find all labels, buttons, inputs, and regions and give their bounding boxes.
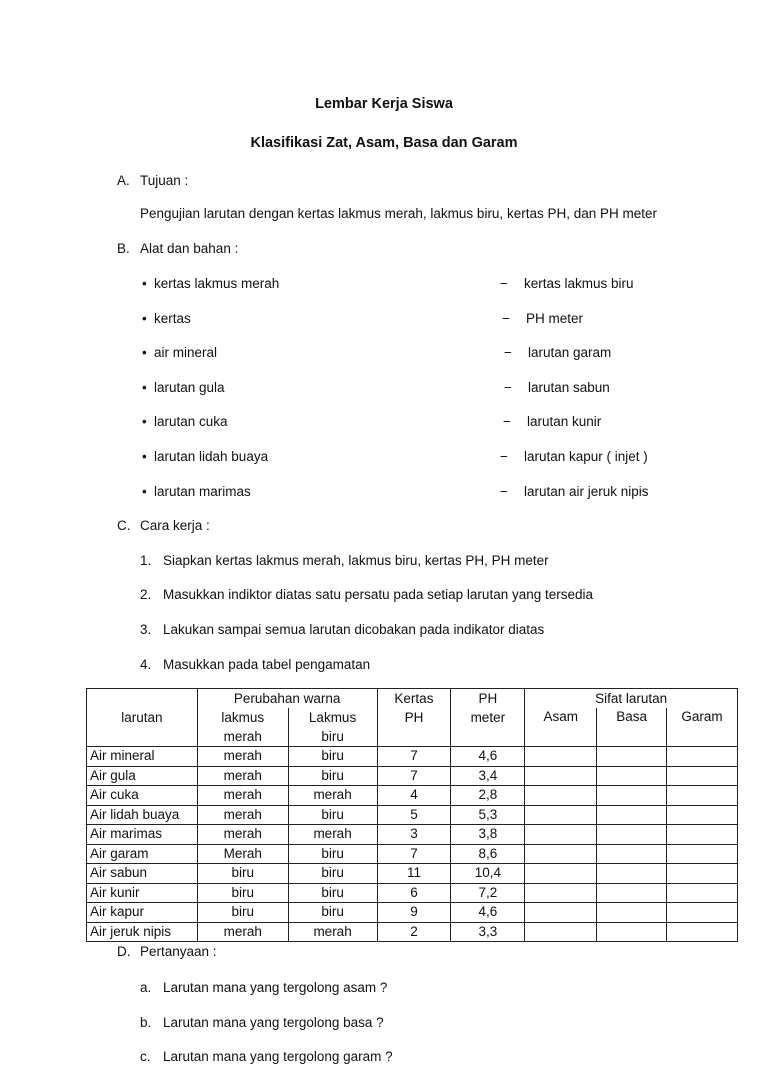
row-ph-meter: 10,4: [451, 864, 525, 884]
header-basa: Basa: [597, 708, 667, 747]
header-cell: [87, 689, 198, 709]
table-row: [87, 864, 738, 884]
header-lakmus-merah: lakmus: [197, 708, 288, 727]
row-asam: [525, 883, 597, 903]
row-basa: [597, 922, 667, 942]
row-larutan: Air mineral: [87, 747, 198, 767]
row-larutan: Air lidah buaya: [87, 805, 198, 825]
material-right-item: − larutan air jeruk nipis: [524, 484, 649, 499]
row-lakmus-biru: biru: [288, 747, 377, 767]
step-text: Masukkan pada tabel pengamatan: [163, 657, 371, 672]
header-cell: [451, 727, 525, 747]
row-ph-meter: 5,3: [451, 805, 525, 825]
row-larutan: Air marimas: [87, 825, 198, 845]
row-asam: [525, 825, 597, 845]
row-asam: [525, 844, 597, 864]
question-text: Larutan mana yang tergolong garam ?: [163, 1049, 393, 1064]
row-lakmus-biru: biru: [288, 864, 377, 884]
row-lakmus-biru: merah: [288, 825, 377, 845]
row-garam: [667, 844, 738, 864]
row-kertas-ph: 11: [377, 864, 451, 884]
step-number: 3.: [140, 622, 152, 637]
material-right-item: − PH meter: [526, 311, 583, 326]
row-garam: [667, 903, 738, 923]
row-ph-meter: 7,2: [451, 883, 525, 903]
material-right-item: − larutan kapur ( injet ): [524, 449, 648, 464]
step-text: Masukkan indiktor diatas satu persatu pada setiap larutan yang tersedia: [163, 587, 594, 602]
row-ph-meter: 4,6: [451, 747, 525, 767]
row-larutan: Air jeruk nipis: [87, 922, 198, 942]
section-c-heading: Cara kerja :: [140, 518, 210, 533]
table-row: [87, 883, 738, 903]
row-garam: [667, 825, 738, 845]
section-a-marker: A.: [117, 173, 130, 188]
header-larutan: larutan: [87, 708, 198, 727]
row-asam: [525, 864, 597, 884]
material-left-item: • larutan gula: [154, 380, 225, 395]
row-kertas-ph: 5: [377, 805, 451, 825]
row-lakmus-merah: merah: [197, 805, 288, 825]
row-lakmus-merah: merah: [197, 786, 288, 806]
row-lakmus-biru: biru: [288, 805, 377, 825]
section-b-marker: B.: [117, 241, 130, 256]
table-row: [87, 825, 738, 845]
row-garam: [667, 864, 738, 884]
header-lakmus-biru: biru: [288, 727, 377, 747]
row-larutan: Air gula: [87, 766, 198, 786]
header-lakmus-merah: merah: [197, 727, 288, 747]
row-larutan: Air kunir: [87, 883, 198, 903]
header-kertas-ph: Kertas: [377, 689, 451, 709]
row-lakmus-merah: biru: [197, 903, 288, 923]
row-lakmus-biru: biru: [288, 844, 377, 864]
header-perubahan-warna: Perubahan warna: [197, 689, 377, 709]
observation-table: [86, 688, 738, 942]
row-larutan: Air garam: [87, 844, 198, 864]
table-row: [87, 903, 738, 923]
header-kertas-ph: PH: [377, 708, 451, 727]
header-cell: [87, 727, 198, 747]
header-ph-meter: meter: [451, 708, 525, 727]
row-larutan: Air cuka: [87, 786, 198, 806]
section-d-marker: D.: [117, 944, 131, 959]
row-lakmus-biru: merah: [288, 922, 377, 942]
header-garam: Garam: [667, 708, 738, 747]
row-lakmus-biru: biru: [288, 903, 377, 923]
row-basa: [597, 864, 667, 884]
row-lakmus-merah: biru: [197, 864, 288, 884]
row-ph-meter: 3,8: [451, 825, 525, 845]
row-lakmus-merah: Merah: [197, 844, 288, 864]
material-left-item: • larutan lidah buaya: [154, 449, 268, 464]
step-number: 4.: [140, 657, 152, 672]
material-left-item: • larutan cuka: [154, 414, 228, 429]
material-right-item: − larutan kunir: [527, 414, 601, 429]
row-basa: [597, 805, 667, 825]
row-lakmus-biru: biru: [288, 883, 377, 903]
row-asam: [525, 786, 597, 806]
row-kertas-ph: 3: [377, 825, 451, 845]
row-ph-meter: 4,6: [451, 903, 525, 923]
table-row: [87, 747, 738, 767]
header-ph-meter: PH: [451, 689, 525, 709]
row-basa: [597, 883, 667, 903]
row-garam: [667, 766, 738, 786]
material-left-item: • air mineral: [154, 345, 217, 360]
table-row: [87, 766, 738, 786]
row-kertas-ph: 9: [377, 903, 451, 923]
material-left-item: • larutan marimas: [154, 484, 251, 499]
table-row: [87, 786, 738, 806]
row-kertas-ph: 4: [377, 786, 451, 806]
material-left-item: • kertas: [154, 311, 191, 326]
question-letter: b.: [140, 1015, 152, 1030]
section-c-marker: C.: [117, 518, 131, 533]
row-asam: [525, 922, 597, 942]
header-lakmus-biru: Lakmus: [288, 708, 377, 727]
row-lakmus-merah: merah: [197, 747, 288, 767]
section-b-heading: Alat dan bahan :: [140, 241, 239, 256]
table-row: [87, 922, 738, 942]
table-row: [87, 805, 738, 825]
row-lakmus-merah: biru: [197, 883, 288, 903]
row-lakmus-biru: biru: [288, 766, 377, 786]
row-kertas-ph: 7: [377, 747, 451, 767]
row-larutan: Air kapur: [87, 903, 198, 923]
section-a-heading: Tujuan :: [140, 173, 189, 188]
row-kertas-ph: 6: [377, 883, 451, 903]
row-ph-meter: 2,8: [451, 786, 525, 806]
question-letter: a.: [140, 980, 152, 995]
question-letter: c.: [140, 1049, 151, 1064]
row-basa: [597, 844, 667, 864]
row-lakmus-merah: merah: [197, 766, 288, 786]
material-right-item: − kertas lakmus biru: [524, 276, 634, 291]
step-number: 1.: [140, 553, 152, 568]
header-cell: [377, 727, 451, 747]
section-a-text: Pengujian larutan dengan kertas lakmus merah, lakmus biru, kertas PH, dan PH meter: [140, 206, 658, 221]
row-asam: [525, 903, 597, 923]
row-basa: [597, 903, 667, 923]
row-basa: [597, 747, 667, 767]
question-text: Larutan mana yang tergolong basa ?: [163, 1015, 384, 1030]
header-asam: Asam: [525, 708, 597, 747]
section-d-heading: Pertanyaan :: [140, 944, 217, 959]
row-lakmus-merah: merah: [197, 922, 288, 942]
row-garam: [667, 786, 738, 806]
row-asam: [525, 747, 597, 767]
row-basa: [597, 786, 667, 806]
material-right-item: − larutan garam: [528, 345, 611, 360]
row-lakmus-merah: merah: [197, 825, 288, 845]
header-sifat-larutan: Sifat larutan: [525, 689, 738, 709]
material-right-item: − larutan sabun: [528, 380, 610, 395]
row-asam: [525, 805, 597, 825]
row-larutan: Air sabun: [87, 864, 198, 884]
row-asam: [525, 766, 597, 786]
question-text: Larutan mana yang tergolong asam ?: [163, 980, 388, 995]
row-garam: [667, 883, 738, 903]
material-left-item: • kertas lakmus merah: [154, 276, 279, 291]
table-row: [87, 844, 738, 864]
row-ph-meter: 3,4: [451, 766, 525, 786]
row-garam: [667, 747, 738, 767]
row-kertas-ph: 7: [377, 766, 451, 786]
row-kertas-ph: 7: [377, 844, 451, 864]
row-ph-meter: 3,3: [451, 922, 525, 942]
step-number: 2.: [140, 587, 152, 602]
row-kertas-ph: 2: [377, 922, 451, 942]
row-ph-meter: 8,6: [451, 844, 525, 864]
row-garam: [667, 922, 738, 942]
row-basa: [597, 766, 667, 786]
step-text: Lakukan sampai semua larutan dicobakan pada indikator diatas: [163, 622, 545, 637]
row-basa: [597, 825, 667, 845]
page-title: Lembar Kerja Siswa: [315, 96, 453, 112]
step-text: Siapkan kertas lakmus merah, lakmus biru, kertas PH, PH meter: [163, 553, 549, 568]
page-subtitle: Klasifikasi Zat, Asam, Basa dan Garam: [250, 135, 518, 151]
row-garam: [667, 805, 738, 825]
row-lakmus-biru: merah: [288, 786, 377, 806]
